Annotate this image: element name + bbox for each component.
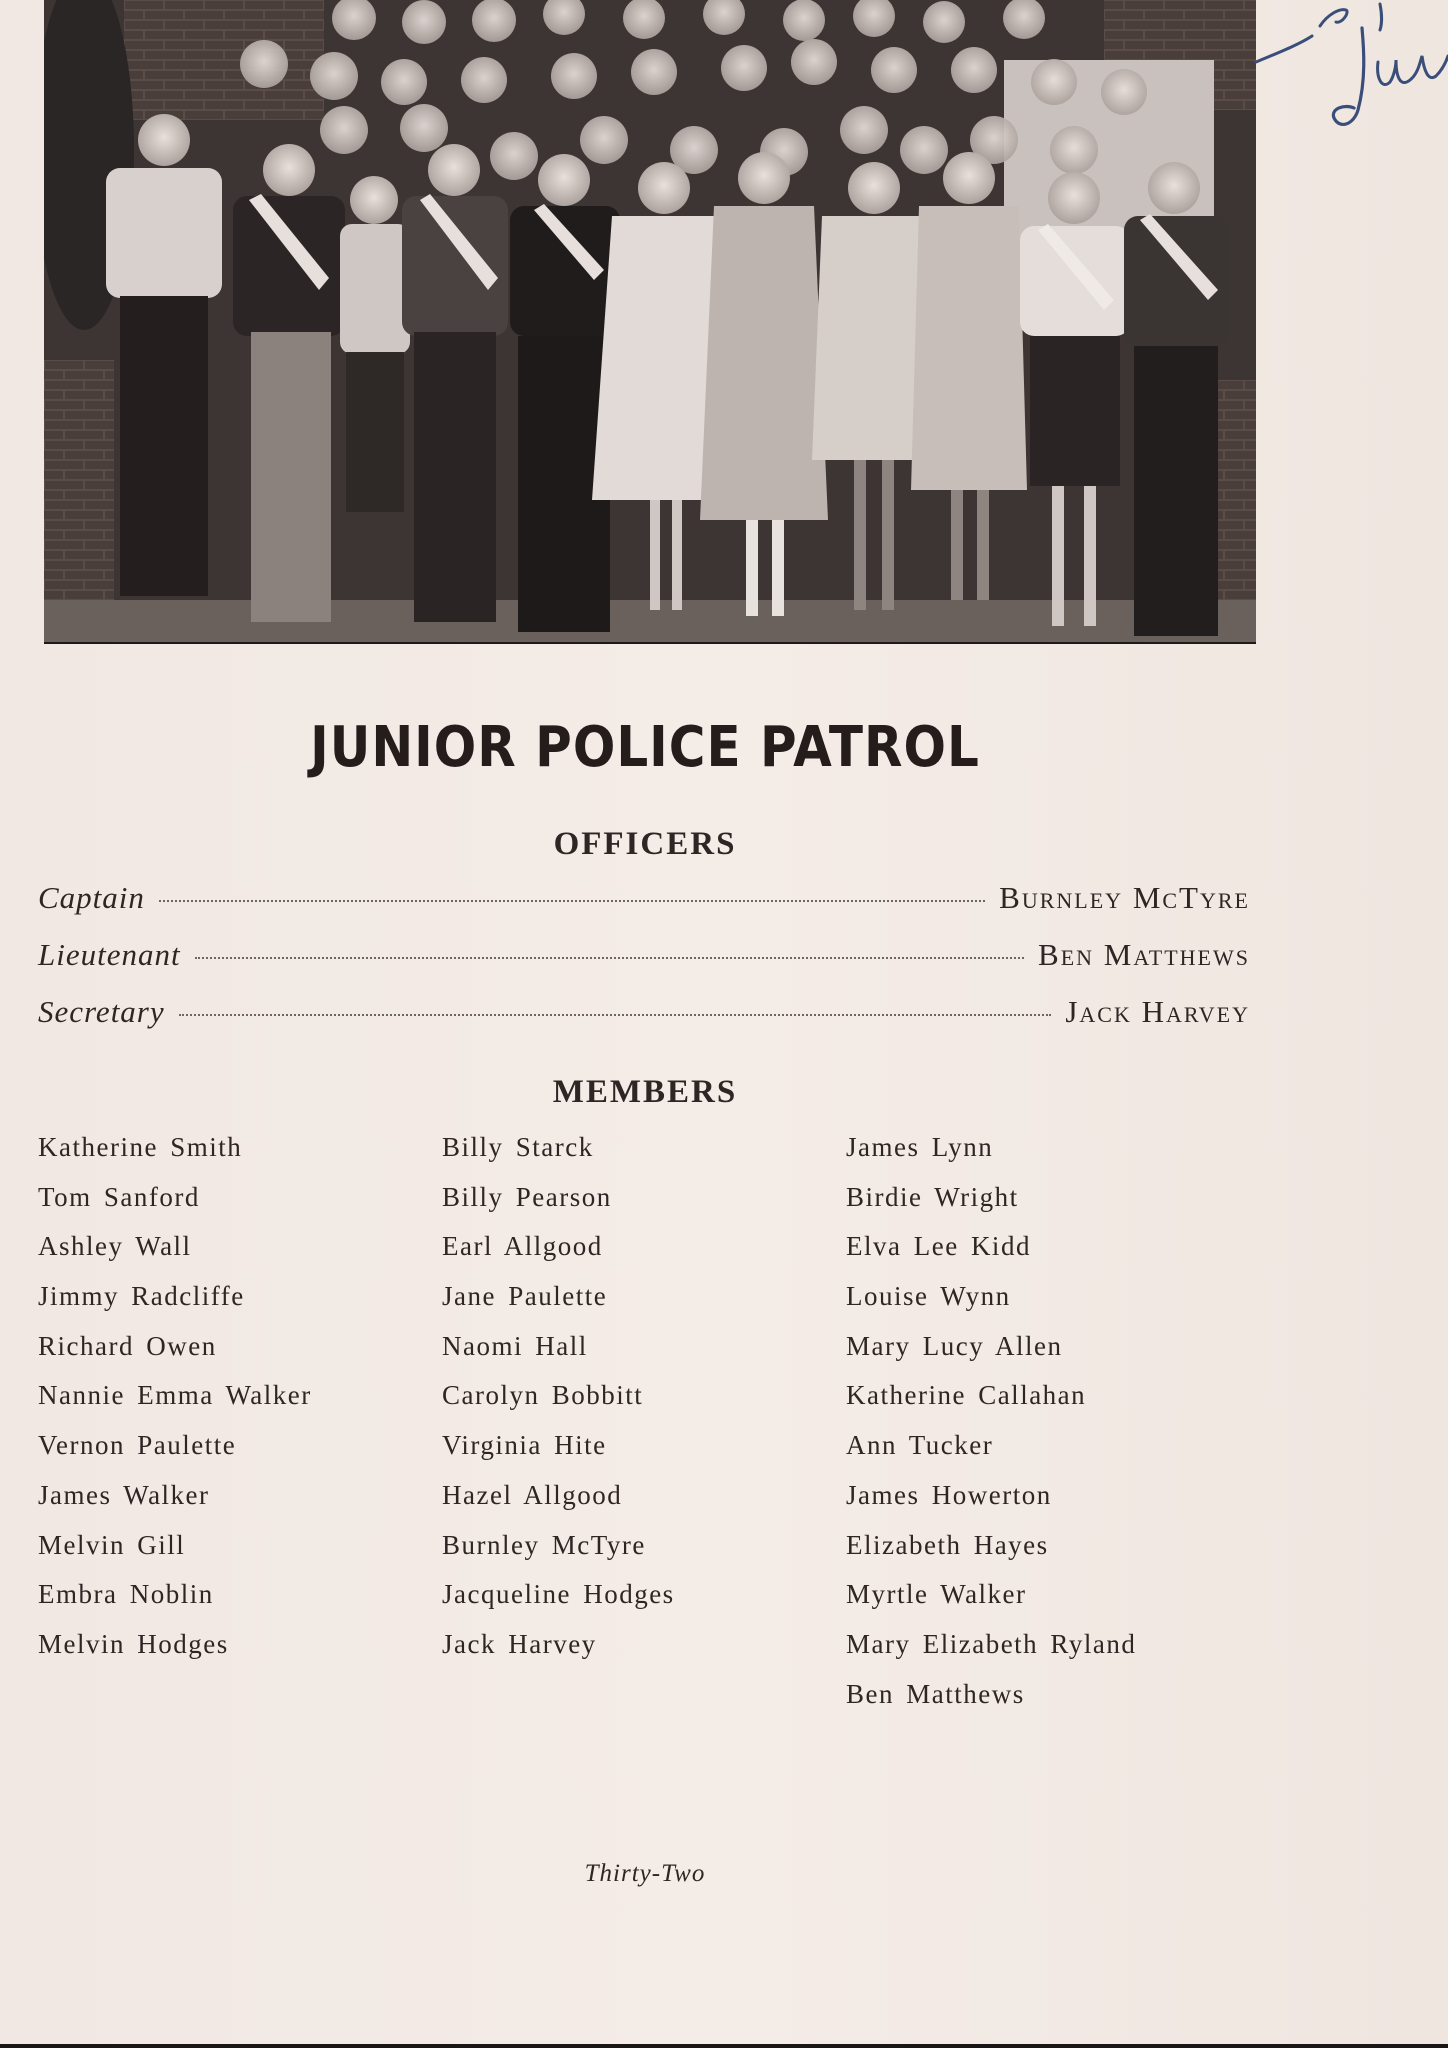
member-name: Mary Lucy Allen (846, 1330, 1063, 1361)
member-name: Billy Pearson (442, 1181, 612, 1212)
member-name: Nannie Emma Walker (38, 1380, 312, 1411)
officer-name: Burnley McTyre (999, 880, 1250, 915)
member-name: Jacqueline Hodges (442, 1579, 675, 1610)
member-name: Ashley Wall (38, 1231, 192, 1262)
member-name: Ben Matthews (846, 1678, 1025, 1709)
officers-heading: OFFICERS (553, 826, 737, 862)
member-name: Birdie Wright (846, 1181, 1019, 1212)
officer-name: Jack Harvey (1065, 994, 1250, 1029)
page-title: JUNIOR POLICE PATROL (310, 714, 980, 780)
member-name: Jack Harvey (442, 1628, 597, 1659)
handwritten-inscription (1250, 0, 1448, 140)
member-name: Katherine Callahan (846, 1380, 1087, 1411)
page-edge (0, 2044, 1448, 2048)
member-name: Naomi Hall (442, 1330, 588, 1361)
member-name: Virginia Hite (442, 1430, 607, 1461)
group-photo-image (44, 0, 1256, 642)
member-name: Richard Owen (38, 1330, 217, 1361)
member-name: Mary Elizabeth Ryland (846, 1628, 1137, 1659)
member-name: Hazel Allgood (442, 1479, 623, 1510)
member-name: Carolyn Bobbitt (442, 1380, 644, 1411)
member-name: Tom Sanford (38, 1181, 200, 1212)
members-column-1 (38, 1132, 312, 1679)
member-name: Elva Lee Kidd (846, 1231, 1031, 1262)
group-photo (44, 0, 1256, 644)
officer-name: Ben Matthews (1038, 937, 1250, 972)
members-column-3 (846, 1132, 1136, 1728)
officer-role: Captain (38, 880, 145, 915)
officer-row-lieutenant (38, 937, 1250, 981)
member-name: Katherine Smith (38, 1132, 243, 1162)
officer-role: Secretary (38, 994, 165, 1029)
officer-row-secretary (38, 994, 1250, 1038)
member-name: Elizabeth Hayes (846, 1529, 1049, 1560)
member-name: Myrtle Walker (846, 1579, 1027, 1610)
member-name: Burnley McTyre (442, 1529, 646, 1560)
page-number: Thirty-Two (584, 1860, 706, 1887)
dot-leader (159, 900, 985, 902)
member-name: James Lynn (846, 1132, 994, 1162)
members-heading: MEMBERS (552, 1074, 738, 1110)
member-name: Louise Wynn (846, 1281, 1011, 1312)
member-name: Melvin Hodges (38, 1628, 229, 1659)
member-name: Melvin Gill (38, 1529, 186, 1560)
member-name: Vernon Paulette (38, 1430, 237, 1461)
member-name: James Howerton (846, 1479, 1052, 1510)
officer-row-captain (38, 880, 1250, 924)
dot-leader (179, 1014, 1052, 1016)
member-name: Ann Tucker (846, 1430, 994, 1461)
member-name: James Walker (38, 1479, 210, 1510)
member-name: Embra Noblin (38, 1579, 214, 1610)
member-name: Earl Allgood (442, 1231, 603, 1262)
members-column-2 (442, 1132, 675, 1679)
officer-role: Lieutenant (38, 937, 181, 972)
dot-leader (195, 957, 1024, 959)
member-name: Jimmy Radcliffe (38, 1281, 245, 1312)
member-name: Billy Starck (442, 1132, 594, 1162)
member-name: Jane Paulette (442, 1281, 608, 1312)
